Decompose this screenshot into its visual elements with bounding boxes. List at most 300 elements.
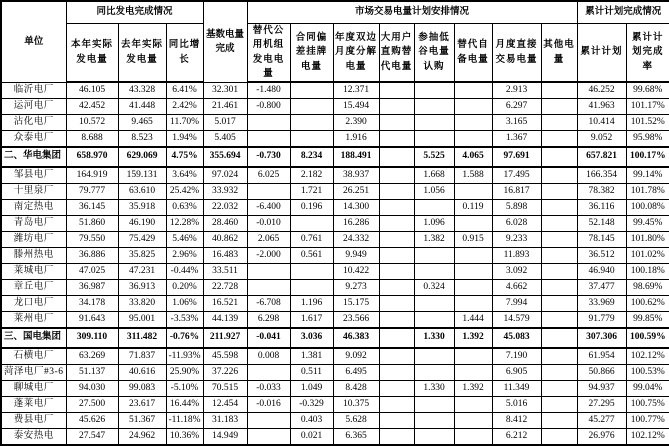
value-cell: 6.298 [247, 312, 290, 329]
value-cell: 101.80% [626, 232, 669, 248]
value-cell: -0.010 [247, 216, 290, 232]
value-cell: 101.52% [626, 115, 669, 131]
value-cell: -0.76% [166, 328, 203, 348]
table-row [1, 131, 669, 148]
value-cell: 0.324 [414, 280, 454, 296]
table-row [1, 397, 669, 413]
value-cell: 0.63% [166, 200, 203, 216]
value-cell: 100.59% [626, 328, 669, 348]
value-cell: 27.500 [66, 397, 118, 413]
value-cell: 1.056 [414, 184, 454, 200]
value-cell [454, 397, 492, 413]
value-cell [379, 365, 414, 381]
value-cell [379, 147, 414, 167]
value-cell: 9.092 [333, 348, 379, 365]
header-large-user-direct-purchase: 大用户直购替代电量 [379, 24, 414, 83]
header-contract-deviation-listed: 合同偏差挂牌电量 [290, 24, 333, 83]
value-cell [541, 264, 577, 280]
value-cell: -11.93% [166, 348, 203, 365]
value-cell [379, 184, 414, 200]
value-cell: 33.511 [203, 264, 247, 280]
value-cell [454, 131, 492, 148]
header-monthly-direct-trade: 月度直接交易电量 [492, 24, 541, 83]
value-cell: 2.065 [247, 232, 290, 248]
value-cell: 37.226 [203, 365, 247, 381]
value-cell: 35.825 [118, 248, 166, 264]
value-cell [414, 82, 454, 99]
value-cell: 23.566 [333, 312, 379, 329]
value-cell: 311.482 [118, 328, 166, 348]
value-cell: 45.598 [203, 348, 247, 365]
value-cell: 10.36% [166, 429, 203, 446]
value-cell: 79.550 [66, 232, 118, 248]
header-unit: 单位 [1, 1, 66, 82]
value-cell [379, 413, 414, 429]
value-cell: 10.414 [577, 115, 626, 131]
value-cell [541, 248, 577, 264]
value-cell: -0.329 [290, 397, 333, 413]
value-cell: 51.137 [66, 365, 118, 381]
header-cumulative-completion-rate: 累计计划完成率 [626, 24, 669, 83]
unit-name-cell: 三、国电集团 [1, 328, 66, 348]
value-cell: 35.918 [118, 200, 166, 216]
value-cell: 41.963 [577, 99, 626, 115]
value-cell: 94.030 [66, 381, 118, 397]
value-cell: 166.354 [577, 167, 626, 184]
header-cumulative-plan: 累计计划 [577, 24, 626, 83]
value-cell [414, 296, 454, 312]
value-cell: 101.78% [626, 184, 669, 200]
value-cell: 33.820 [118, 296, 166, 312]
table-row [1, 184, 669, 200]
value-cell [454, 348, 492, 365]
value-cell: 16.817 [492, 184, 541, 200]
value-cell [290, 131, 333, 148]
value-cell: 1.330 [414, 328, 454, 348]
value-cell: 79.777 [66, 184, 118, 200]
value-cell: 9.949 [333, 248, 379, 264]
table-row [1, 99, 669, 115]
value-cell: 38.937 [333, 167, 379, 184]
value-cell [379, 99, 414, 115]
value-cell: 47.231 [118, 264, 166, 280]
value-cell: 95.001 [118, 312, 166, 329]
value-cell [454, 248, 492, 264]
value-cell [454, 429, 492, 446]
header-base-quantity: 基数电量完成 [203, 1, 247, 82]
value-cell: 40.616 [118, 365, 166, 381]
value-cell: 100.08% [626, 200, 669, 216]
value-cell [379, 280, 414, 296]
value-cell: 36.145 [66, 200, 118, 216]
unit-name-cell: 龙口电厂 [1, 296, 66, 312]
value-cell: 43.328 [118, 82, 166, 99]
value-cell: 100.53% [626, 365, 669, 381]
value-cell: 22.728 [203, 280, 247, 296]
value-cell [541, 413, 577, 429]
value-cell [454, 365, 492, 381]
value-cell: 3.165 [492, 115, 541, 131]
value-cell: 0.511 [290, 365, 333, 381]
value-cell: 5.898 [492, 200, 541, 216]
value-cell: 99.45% [626, 216, 669, 232]
value-cell: 1.392 [454, 381, 492, 397]
value-cell: 0.561 [290, 248, 333, 264]
value-cell: 0.119 [454, 200, 492, 216]
table-row [1, 216, 669, 232]
value-cell [290, 280, 333, 296]
value-cell: 23.617 [118, 397, 166, 413]
value-cell: 6.025 [247, 167, 290, 184]
unit-name-cell: 石横电厂 [1, 348, 66, 365]
value-cell: 6.297 [492, 99, 541, 115]
value-cell: 307.306 [577, 328, 626, 348]
value-cell: -0.44% [166, 264, 203, 280]
value-cell: 27.295 [577, 397, 626, 413]
value-cell: -11.18% [166, 413, 203, 429]
value-cell: 1.588 [454, 167, 492, 184]
value-cell: 4.75% [166, 147, 203, 167]
value-cell: 51.367 [118, 413, 166, 429]
value-cell: 98.69% [626, 280, 669, 296]
table-row [1, 413, 669, 429]
value-cell: 4.065 [454, 147, 492, 167]
value-cell [414, 131, 454, 148]
unit-name-cell: 章丘电厂 [1, 280, 66, 296]
value-cell: 11.893 [492, 248, 541, 264]
value-cell [454, 413, 492, 429]
value-cell: 8.688 [66, 131, 118, 148]
table-row [1, 200, 669, 216]
value-cell [290, 99, 333, 115]
value-cell: 1.721 [290, 184, 333, 200]
value-cell: 33.969 [577, 296, 626, 312]
value-cell [290, 82, 333, 99]
value-cell [379, 248, 414, 264]
value-cell: 34.178 [66, 296, 118, 312]
header-valley-subscription: 参抽低谷电量认购 [414, 24, 454, 83]
value-cell: 1.916 [333, 131, 379, 148]
unit-name-cell: 临沂电厂 [1, 82, 66, 99]
value-cell: 46.383 [333, 328, 379, 348]
value-cell: 16.483 [203, 248, 247, 264]
value-cell: 1.94% [166, 131, 203, 148]
value-cell: 78.382 [577, 184, 626, 200]
value-cell [414, 413, 454, 429]
unit-name-cell: 滕州热电 [1, 248, 66, 264]
value-cell: 1.382 [414, 232, 454, 248]
value-cell: 5.016 [492, 397, 541, 413]
value-cell [414, 99, 454, 115]
table-row [1, 115, 669, 131]
value-cell: 25.42% [166, 184, 203, 200]
value-cell [379, 232, 414, 248]
group-total-row [1, 147, 669, 167]
value-cell: 2.913 [492, 82, 541, 99]
value-cell: 10.422 [333, 264, 379, 280]
value-cell: 63.269 [66, 348, 118, 365]
value-cell: 40.862 [203, 232, 247, 248]
value-cell: 6.212 [492, 429, 541, 446]
value-cell [247, 365, 290, 381]
value-cell: 1.668 [414, 167, 454, 184]
value-cell: 658.970 [66, 147, 118, 167]
value-cell [454, 82, 492, 99]
value-cell [454, 296, 492, 312]
value-cell: 1.444 [454, 312, 492, 329]
value-cell: 2.42% [166, 99, 203, 115]
value-cell: -3.53% [166, 312, 203, 329]
value-cell: 95.98% [626, 131, 669, 148]
value-cell [541, 381, 577, 397]
value-cell: 50.866 [577, 365, 626, 381]
unit-name-cell: 十里泉厂 [1, 184, 66, 200]
header-substitute-self-supply: 替代自备电量 [454, 24, 492, 83]
value-cell: 36.987 [66, 280, 118, 296]
table-row [1, 381, 669, 397]
value-cell: 5.017 [203, 115, 247, 131]
value-cell [379, 348, 414, 365]
value-cell [454, 280, 492, 296]
value-cell: 71.837 [118, 348, 166, 365]
table-row [1, 429, 669, 446]
unit-name-cell: 费县电厂 [1, 413, 66, 429]
value-cell [414, 397, 454, 413]
value-cell: 46.105 [66, 82, 118, 99]
unit-name-cell: 运河电厂 [1, 99, 66, 115]
table-row [1, 365, 669, 381]
value-cell: 99.14% [626, 167, 669, 184]
value-cell: 159.131 [118, 167, 166, 184]
value-cell: 3.036 [290, 328, 333, 348]
group-total-row [1, 328, 669, 348]
value-cell: 12.454 [203, 397, 247, 413]
header-other-quantity: 其他电量 [541, 24, 577, 83]
value-cell: 0.20% [166, 280, 203, 296]
value-cell: 36.512 [577, 248, 626, 264]
value-cell: -0.016 [247, 397, 290, 413]
value-cell: 8.523 [118, 131, 166, 148]
value-cell: 3.64% [166, 167, 203, 184]
value-cell: 211.927 [203, 328, 247, 348]
value-cell: 99.68% [626, 82, 669, 99]
value-cell: 16.44% [166, 397, 203, 413]
value-cell [247, 429, 290, 446]
header-annual-bilateral-monthly: 年度双边月度分解电量 [333, 24, 379, 83]
value-cell [379, 397, 414, 413]
value-cell: 4.662 [492, 280, 541, 296]
value-cell: 70.515 [203, 381, 247, 397]
value-cell: 78.145 [577, 232, 626, 248]
value-cell: 1.617 [290, 312, 333, 329]
value-cell: 1.330 [414, 381, 454, 397]
value-cell [247, 280, 290, 296]
value-cell: 9.465 [118, 115, 166, 131]
value-cell: 0.196 [290, 200, 333, 216]
value-cell: 5.628 [333, 413, 379, 429]
value-cell: 44.139 [203, 312, 247, 329]
value-cell [247, 131, 290, 148]
value-cell [379, 429, 414, 446]
value-cell [541, 312, 577, 329]
value-cell: 0.403 [290, 413, 333, 429]
value-cell [541, 429, 577, 446]
value-cell: 2.182 [290, 167, 333, 184]
value-cell [454, 115, 492, 131]
value-cell: 47.025 [66, 264, 118, 280]
value-cell: 26.251 [333, 184, 379, 200]
value-cell: 22.032 [203, 200, 247, 216]
table-row [1, 248, 669, 264]
unit-name-cell: 潍坊电厂 [1, 232, 66, 248]
value-cell: 14.300 [333, 200, 379, 216]
value-cell: 9.052 [577, 131, 626, 148]
unit-name-cell: 泰安热电 [1, 429, 66, 446]
value-cell: 0.761 [290, 232, 333, 248]
header-market-group: 市场交易电量计划安排情况 [247, 1, 577, 24]
value-cell: 97.691 [492, 147, 541, 167]
value-cell: 100.75% [626, 397, 669, 413]
value-cell: 24.332 [333, 232, 379, 248]
value-cell: 75.429 [118, 232, 166, 248]
unit-name-cell: 聊城电厂 [1, 381, 66, 397]
value-cell: 14.949 [203, 429, 247, 446]
value-cell: 36.886 [66, 248, 118, 264]
value-cell: 10.572 [66, 115, 118, 131]
value-cell: 355.694 [203, 147, 247, 167]
value-cell [541, 328, 577, 348]
table-row [1, 82, 669, 99]
value-cell: 101.17% [626, 99, 669, 115]
value-cell: 25.90% [166, 365, 203, 381]
value-cell: 27.547 [66, 429, 118, 446]
value-cell: 52.148 [577, 216, 626, 232]
value-cell: 5.525 [414, 147, 454, 167]
value-cell [541, 167, 577, 184]
unit-name-cell: 青岛电厂 [1, 216, 66, 232]
value-cell: -1.480 [247, 82, 290, 99]
value-cell: 17.495 [492, 167, 541, 184]
value-cell: 41.448 [118, 99, 166, 115]
value-cell [290, 264, 333, 280]
value-cell [541, 99, 577, 115]
unit-name-cell: 菏泽电厂#3-6 [1, 365, 66, 381]
value-cell [541, 82, 577, 99]
value-cell [379, 328, 414, 348]
header-yoy-growth: 同比增长 [166, 24, 203, 83]
value-cell [379, 200, 414, 216]
value-cell: 99.04% [626, 381, 669, 397]
value-cell [541, 348, 577, 365]
value-cell: 11.349 [492, 381, 541, 397]
unit-name-cell: 南定热电 [1, 200, 66, 216]
value-cell: 9.273 [333, 280, 379, 296]
value-cell [414, 248, 454, 264]
value-cell: 26.976 [577, 429, 626, 446]
value-cell [541, 397, 577, 413]
value-cell: 6.028 [492, 216, 541, 232]
value-cell [414, 200, 454, 216]
value-cell [379, 296, 414, 312]
value-cell: 10.375 [333, 397, 379, 413]
value-cell: 6.41% [166, 82, 203, 99]
value-cell: 9.233 [492, 232, 541, 248]
unit-name-cell: 沾化电厂 [1, 115, 66, 131]
value-cell: 51.860 [66, 216, 118, 232]
value-cell: 99.85% [626, 312, 669, 329]
header-last-year-actual: 去年实际发电量 [118, 24, 166, 83]
value-cell: -6.400 [247, 200, 290, 216]
value-cell: 15.175 [333, 296, 379, 312]
value-cell: 100.18% [626, 264, 669, 280]
value-cell: 1.367 [492, 131, 541, 148]
value-cell [414, 348, 454, 365]
value-cell: 8.234 [290, 147, 333, 167]
table-row [1, 264, 669, 280]
value-cell [290, 216, 333, 232]
value-cell: 45.626 [66, 413, 118, 429]
value-cell: 3.092 [492, 264, 541, 280]
value-cell [379, 381, 414, 397]
value-cell: 101.02% [626, 248, 669, 264]
header-yoy-group: 同比发电完成情况 [66, 1, 203, 24]
value-cell: 32.301 [203, 82, 247, 99]
value-cell: 2.390 [333, 115, 379, 131]
value-cell: 1.06% [166, 296, 203, 312]
value-cell: 15.494 [333, 99, 379, 115]
value-cell: 14.579 [492, 312, 541, 329]
value-cell [541, 232, 577, 248]
value-cell: 16.286 [333, 216, 379, 232]
value-cell: 1.392 [454, 328, 492, 348]
value-cell [541, 115, 577, 131]
value-cell [414, 115, 454, 131]
unit-name-cell: 莱城电厂 [1, 264, 66, 280]
value-cell [247, 264, 290, 280]
header-sub-row [1, 24, 669, 83]
table-row [1, 348, 669, 365]
value-cell [379, 167, 414, 184]
value-cell: 7.190 [492, 348, 541, 365]
value-cell: 102.12% [626, 429, 669, 446]
value-cell [414, 429, 454, 446]
value-cell: -0.041 [247, 328, 290, 348]
header-substitute-public-units: 替代公用机组发电电量 [247, 24, 290, 83]
value-cell [454, 264, 492, 280]
value-cell [290, 115, 333, 131]
value-cell: 5.46% [166, 232, 203, 248]
value-cell: 46.190 [118, 216, 166, 232]
value-cell: 28.460 [203, 216, 247, 232]
unit-name-cell: 蓬莱电厂 [1, 397, 66, 413]
table-row [1, 232, 669, 248]
value-cell: 91.779 [577, 312, 626, 329]
unit-name-cell: 莱州电厂 [1, 312, 66, 329]
value-cell: 657.821 [577, 147, 626, 167]
value-cell [541, 365, 577, 381]
value-cell: 94.937 [577, 381, 626, 397]
unit-name-cell: 二、华电集团 [1, 147, 66, 167]
value-cell: 6.905 [492, 365, 541, 381]
value-cell: 42.452 [66, 99, 118, 115]
value-cell: 37.477 [577, 280, 626, 296]
value-cell: 164.919 [66, 167, 118, 184]
value-cell [379, 216, 414, 232]
value-cell [541, 147, 577, 167]
value-cell [379, 131, 414, 148]
value-cell: 2.96% [166, 248, 203, 264]
value-cell: -6.708 [247, 296, 290, 312]
